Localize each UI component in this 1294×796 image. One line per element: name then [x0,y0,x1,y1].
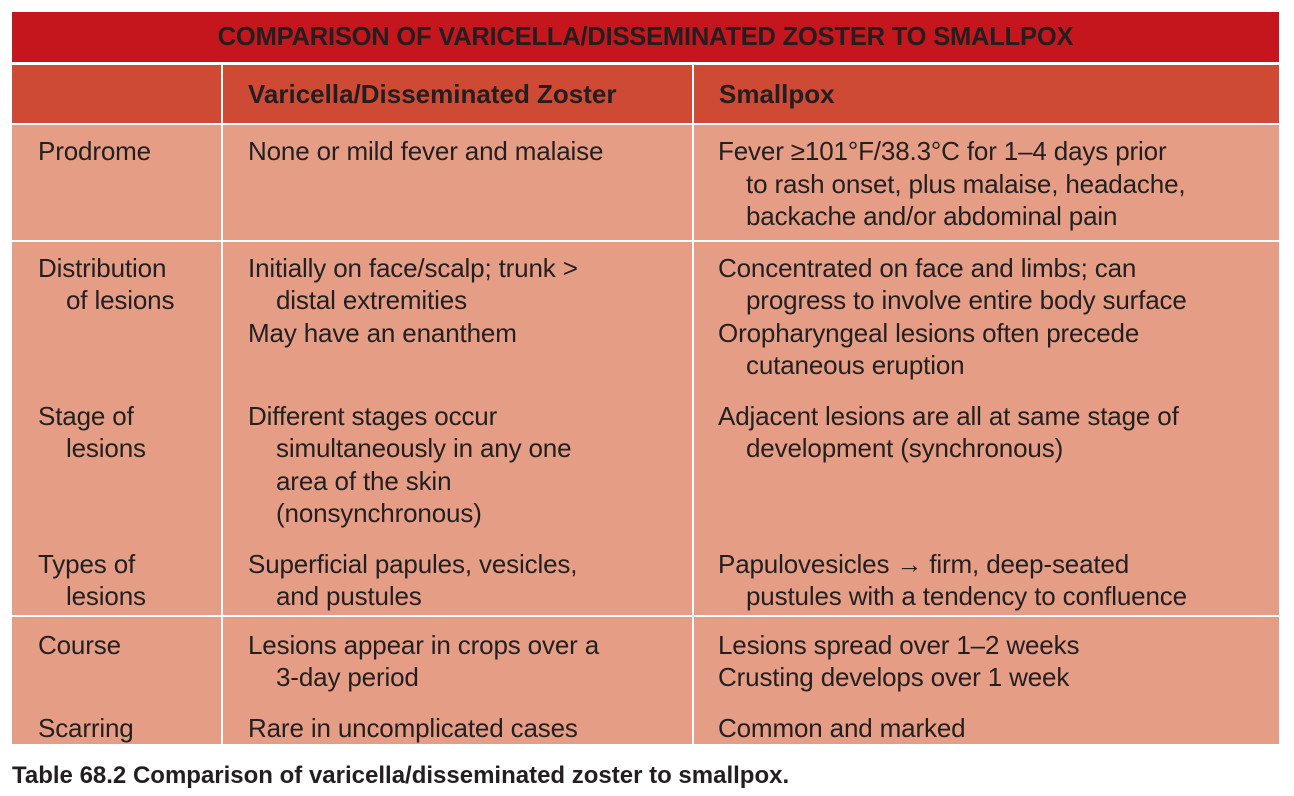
cell-line: 3-day period [276,662,419,692]
cell-line: Different stages occur [248,400,498,431]
label-line: Stage of [38,400,134,431]
cell-line: Oropharyngeal lesions often precede [718,317,1140,348]
label-line: Scarring [38,712,134,743]
cell-line: Crusting develops over 1 week [718,662,1070,692]
cell-line: progress to involve entire body surface [746,285,1187,315]
row-label [12,548,221,613]
table-row [12,629,1279,712]
row-label [12,629,221,694]
row-group [12,617,1279,745]
cell-line: Lesions spread over 1–2 weeks [718,629,1080,660]
cell-line: area of the skin [276,465,452,496]
row-group [12,242,1279,615]
cell-line: pustules with a tendency to confluence [746,581,1187,611]
varicella-cell [223,629,692,694]
label-line: Distribution [38,252,167,283]
cell-line: and pustules [276,581,422,611]
cell-line: cutaneous eruption [746,350,965,380]
cell-line: None or mild fever and malaise [248,136,604,166]
cell-line: (nonsynchronous) [276,498,482,528]
label-line: lesions [66,433,146,463]
cell-line: Papulovesicles → firm, deep-seated [718,548,1130,579]
smallpox-cell [694,629,1279,694]
label-line: Prodrome [38,136,151,166]
cell-line: simultaneously in any one [276,433,572,463]
cell-line: distal extremities [276,285,467,315]
header-smallpox: Smallpox [694,65,1279,123]
comparison-table [12,12,1279,744]
label-line: lesions [66,581,146,611]
row-label [12,252,221,382]
varicella-cell [223,400,692,530]
varicella-cell [223,135,692,233]
varicella-cell [223,548,692,613]
header-varicella: Varicella/Disseminated Zoster [223,65,692,123]
cell-line: Concentrated on face and limbs; can [718,252,1137,283]
cell-line: to rash onset, plus malaise, headache, [746,168,1186,199]
cell-line: Common and marked [718,712,966,743]
cell-line: Fever ≥101°F/38.3°C for 1–4 days prior [718,136,1167,166]
varicella-cell [223,252,692,382]
smallpox-cell [694,712,1279,745]
smallpox-cell [694,135,1279,233]
label-line: Course [38,629,121,660]
cell-line: development (synchronous) [746,433,1064,463]
table-row [12,400,1279,548]
smallpox-cell [694,252,1279,382]
table-row [12,548,1279,613]
cell-line: backache and/or abdominal pain [746,201,1118,231]
row-label [12,400,221,530]
header-empty [12,65,221,123]
cell-line: Superficial papules, vesicles, [248,548,578,579]
cell-line: Adjacent lesions are all at same stage of [718,400,1179,431]
header-row [12,65,1279,123]
cell-line: Initially on face/scalp; trunk > [248,252,578,283]
row-label [12,135,221,233]
cell-line: May have an enanthem [248,317,517,348]
table-row [12,712,1279,745]
cell-line: Lesions appear in crops over a [248,629,600,660]
smallpox-cell [694,400,1279,530]
cell-line: Rare in uncomplicated cases [248,712,578,743]
label-line: Types of [38,548,136,579]
row-label [12,712,221,745]
table-row [12,252,1279,400]
smallpox-cell [694,548,1279,613]
table-body [12,125,1279,744]
table-title: COMPARISON OF VARICELLA/DISSEMINATED ZOSTER TO SMALLPOX [12,12,1279,62]
table-row [12,135,1279,233]
varicella-cell [223,712,692,745]
table-caption: Table 68.2 Comparison of varicella/disseminated zoster to smallpox. [12,762,790,789]
row-group [12,125,1279,240]
label-line: of lesions [66,285,175,315]
